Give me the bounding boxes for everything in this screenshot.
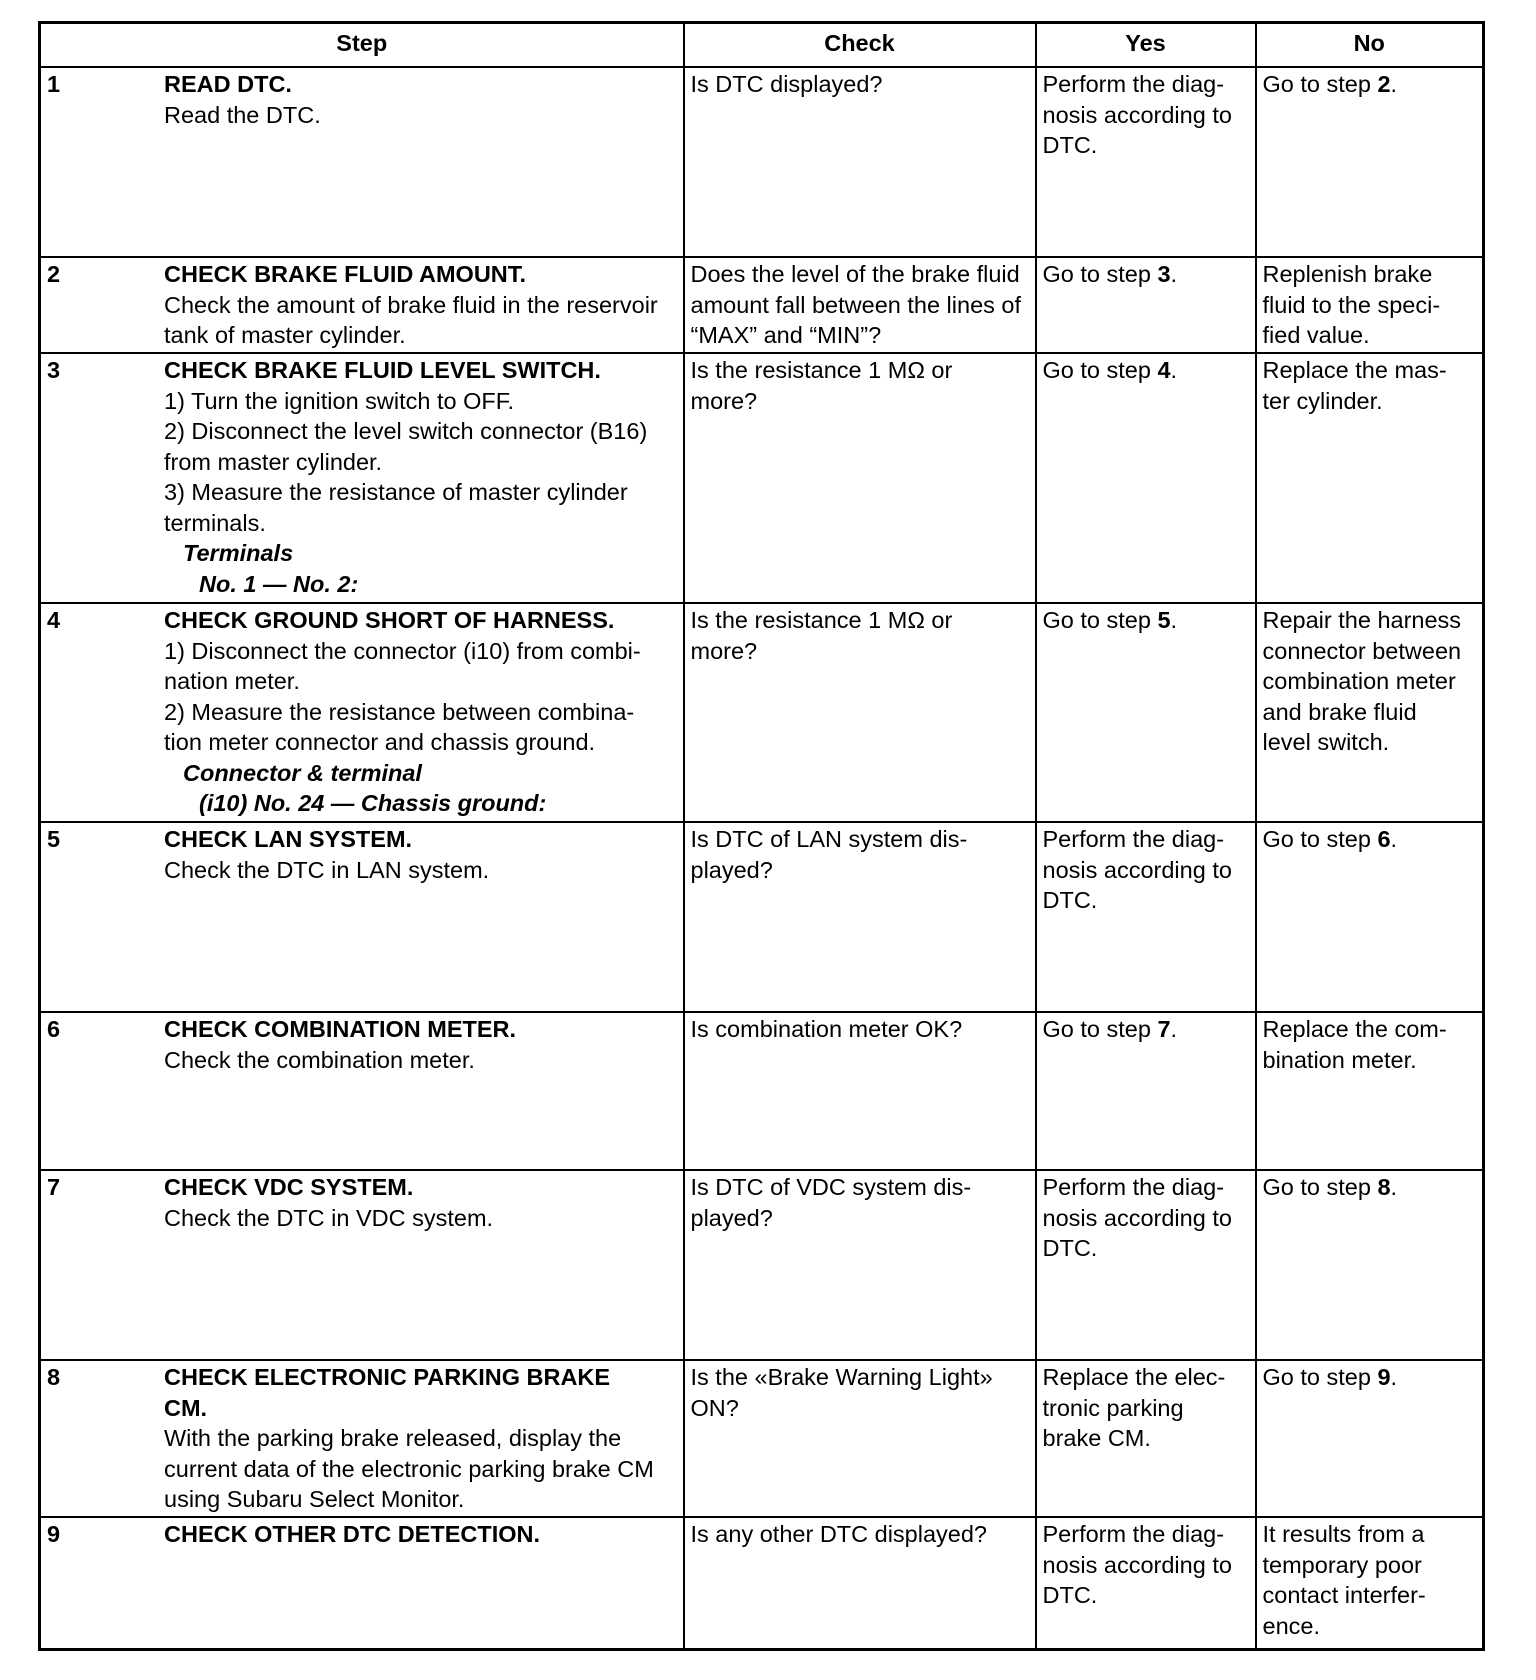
- spec-label: Terminals: [183, 540, 294, 566]
- table-row: [40, 1360, 1484, 1517]
- step-body: [164, 1014, 677, 1075]
- table-row: [40, 257, 1484, 353]
- step-title: CHECK BRAKE FLUID LEVEL SWITCH.: [164, 357, 601, 383]
- step-content: [47, 1519, 677, 1550]
- yes-cell: [1036, 1170, 1256, 1360]
- step-content: [47, 605, 677, 819]
- yes-text: Perform the diag- nosis according to DTC.: [1042, 826, 1232, 913]
- step-content: [47, 1172, 677, 1233]
- yes-cell: [1036, 67, 1256, 257]
- step-title: CHECK BRAKE FLUID AMOUNT.: [164, 261, 527, 287]
- check-cell: [684, 1517, 1036, 1649]
- header-step: Step: [40, 23, 684, 68]
- next-step-number: 5: [1157, 607, 1171, 633]
- yes-cell: [1036, 257, 1256, 353]
- go-to-label: Go to step: [1042, 357, 1158, 383]
- table-row: [40, 1012, 1484, 1170]
- sentence-end: .: [1170, 1016, 1178, 1042]
- step-content: [47, 355, 677, 599]
- step-body: [164, 355, 677, 599]
- yes-cell: [1036, 603, 1256, 822]
- table-row: [40, 353, 1484, 603]
- next-step-number: 3: [1157, 261, 1171, 287]
- no-cell: [1256, 1360, 1484, 1517]
- yes-text: Perform the diag- nosis according to DTC.: [1042, 71, 1232, 158]
- no-text: Replace the mas- ter cylinder.: [1262, 357, 1447, 414]
- sentence-end: .: [1390, 826, 1398, 852]
- sentence-end: .: [1390, 71, 1398, 97]
- next-step-number: 9: [1377, 1364, 1391, 1390]
- step-cell: [40, 1012, 684, 1170]
- no-cell: [1256, 1170, 1484, 1360]
- step-instruction: Check the DTC in VDC system.: [164, 1204, 494, 1231]
- check-text: Does the level of the brake fluid amount fall between the lines of “MAX” and “MIN”?: [690, 261, 1022, 348]
- no-text: It results from a temporary poor contact interfer- ence.: [1262, 1521, 1426, 1639]
- yes-text: Perform the diag- nosis according to DTC.: [1042, 1521, 1232, 1608]
- no-text: Replace the com- bination meter.: [1262, 1016, 1447, 1073]
- step-number: 7: [47, 1174, 61, 1200]
- step-title: CHECK OTHER DTC DETECTION.: [164, 1521, 540, 1547]
- no-cell: [1256, 603, 1484, 822]
- sentence-end: .: [1390, 1364, 1398, 1390]
- yes-text: Perform the diag- nosis according to DTC.: [1042, 1174, 1232, 1261]
- go-to-label: Go to step: [1042, 607, 1158, 633]
- step-instruction: 1) Turn the ignition switch to OFF.: [164, 387, 515, 414]
- check-cell: [684, 1170, 1036, 1360]
- step-body: [164, 1172, 677, 1233]
- step-number: 4: [47, 607, 61, 633]
- check-cell: [684, 67, 1036, 257]
- step-cell: [40, 257, 684, 353]
- check-text: Is the resistance 1 MΩ or more?: [690, 607, 953, 664]
- table-row: [40, 603, 1484, 822]
- check-text: Is any other DTC displayed?: [690, 1521, 988, 1547]
- step-title: CHECK VDC SYSTEM.: [164, 1174, 414, 1200]
- check-text: Is DTC of LAN system dis- played?: [690, 826, 968, 883]
- next-step-number: 6: [1377, 826, 1391, 852]
- next-step-number: 8: [1377, 1174, 1391, 1200]
- spec-label: Connector & terminal: [183, 759, 422, 786]
- no-cell: [1256, 257, 1484, 353]
- step-title: CHECK GROUND SHORT OF HARNESS.: [164, 607, 615, 633]
- step-instruction: Read the DTC.: [164, 101, 321, 128]
- step-body: [164, 1519, 677, 1550]
- step-cell: [40, 1170, 684, 1360]
- no-text: [1263, 1362, 1477, 1393]
- sentence-end: .: [1170, 357, 1178, 383]
- no-text: [1263, 824, 1477, 855]
- check-text: Is DTC of VDC system dis- played?: [690, 1174, 972, 1231]
- step-content: [47, 259, 677, 351]
- step-instruction: 1) Disconnect the connector (i10) from combi- nation meter.: [164, 637, 641, 694]
- step-content: [47, 69, 677, 130]
- check-cell: [684, 603, 1036, 822]
- check-cell: [684, 1360, 1036, 1517]
- sentence-end: .: [1390, 1174, 1398, 1200]
- no-cell: [1256, 1517, 1484, 1649]
- step-title: READ DTC.: [164, 71, 292, 97]
- check-cell: [684, 257, 1036, 353]
- step-instruction: Check the amount of brake fluid in the reservoir tank of master cylinder.: [164, 291, 658, 348]
- yes-cell: [1036, 353, 1256, 603]
- step-number: 3: [47, 357, 61, 383]
- step-number: 6: [47, 1016, 61, 1042]
- table-row: [40, 67, 1484, 257]
- yes-cell: [1036, 822, 1256, 1012]
- step-content: [47, 1014, 677, 1075]
- step-instruction: 2) Disconnect the level switch connector (B16) from master cylinder.: [164, 418, 648, 475]
- yes-cell: [1036, 1517, 1256, 1649]
- sentence-end: .: [1170, 261, 1178, 287]
- sentence-end: .: [1170, 607, 1178, 633]
- header-row: [40, 23, 1484, 68]
- step-cell: [40, 67, 684, 257]
- yes-text: [1043, 1014, 1249, 1045]
- header-no: No: [1256, 23, 1484, 68]
- go-to-label: Go to step: [1262, 71, 1378, 97]
- no-cell: [1256, 1012, 1484, 1170]
- yes-text: [1043, 605, 1249, 636]
- yes-cell: [1036, 1012, 1256, 1170]
- step-instruction: Check the DTC in LAN system.: [164, 856, 490, 883]
- step-body: [164, 605, 677, 819]
- step-title: CHECK LAN SYSTEM.: [164, 826, 413, 852]
- step-number: 8: [47, 1364, 61, 1390]
- no-text: Replenish brake fluid to the speci- fied value.: [1262, 261, 1441, 348]
- check-cell: [684, 822, 1036, 1012]
- step-number: 2: [47, 261, 61, 287]
- step-content: [47, 1362, 677, 1515]
- yes-text: [1043, 259, 1249, 290]
- table-row: [40, 1517, 1484, 1649]
- step-cell: [40, 822, 684, 1012]
- step-instruction: 3) Measure the resistance of master cylinder terminals.: [164, 479, 628, 536]
- check-text: Is the «Brake Warning Light» ON?: [690, 1364, 993, 1421]
- no-text: [1263, 69, 1477, 100]
- table-row: [40, 822, 1484, 1012]
- step-number: 1: [47, 71, 61, 97]
- spec-value: (i10) No. 24 — Chassis ground:: [199, 790, 547, 816]
- step-title: CHECK ELECTRONIC PARKING BRAKE CM.: [164, 1364, 611, 1421]
- step-content: [47, 824, 677, 885]
- step-number: 5: [47, 826, 61, 852]
- go-to-label: Go to step: [1262, 826, 1378, 852]
- next-step-number: 4: [1157, 357, 1171, 383]
- step-body: [164, 824, 677, 885]
- step-cell: [40, 1360, 684, 1517]
- step-cell: [40, 1517, 684, 1649]
- step-body: [164, 69, 677, 130]
- step-title: CHECK COMBINATION METER.: [164, 1016, 517, 1042]
- header-check: Check: [684, 23, 1036, 68]
- no-cell: [1256, 67, 1484, 257]
- no-text: [1263, 1172, 1477, 1203]
- step-body: [164, 259, 677, 351]
- step-number: 9: [47, 1521, 61, 1547]
- step-cell: [40, 603, 684, 822]
- no-cell: [1256, 822, 1484, 1012]
- go-to-label: Go to step: [1042, 261, 1158, 287]
- diagnostic-table-body: [40, 23, 1484, 1650]
- step-instruction: 2) Measure the resistance between combina- tion meter connector and chassis ground.: [164, 698, 635, 755]
- check-cell: [684, 1012, 1036, 1170]
- go-to-label: Go to step: [1262, 1174, 1378, 1200]
- spec-value: No. 1 — No. 2:: [199, 570, 359, 597]
- go-to-label: Go to step: [1042, 1016, 1158, 1042]
- next-step-number: 7: [1157, 1016, 1171, 1042]
- yes-text: Replace the elec- tronic parking brake CM.: [1042, 1364, 1226, 1451]
- yes-text: [1043, 355, 1249, 386]
- step-instruction: With the parking brake released, display the current data of the electronic parking brake CM using Subaru Select Monitor.: [164, 1425, 654, 1512]
- step-instruction: Check the combination meter.: [164, 1046, 475, 1073]
- check-text: Is DTC displayed?: [690, 71, 883, 97]
- no-text: Repair the harness connector between combination meter and brake fluid level switch.: [1262, 607, 1462, 755]
- diagnostic-table: [38, 21, 1485, 1651]
- yes-cell: [1036, 1360, 1256, 1517]
- step-cell: [40, 353, 684, 603]
- check-text: Is combination meter OK?: [690, 1016, 963, 1042]
- no-cell: [1256, 353, 1484, 603]
- next-step-number: 2: [1377, 71, 1391, 97]
- table-row: [40, 1170, 1484, 1360]
- step-body: [164, 1362, 677, 1515]
- check-cell: [684, 353, 1036, 603]
- check-text: Is the resistance 1 MΩ or more?: [690, 357, 953, 414]
- header-yes: Yes: [1036, 23, 1256, 68]
- go-to-label: Go to step: [1262, 1364, 1378, 1390]
